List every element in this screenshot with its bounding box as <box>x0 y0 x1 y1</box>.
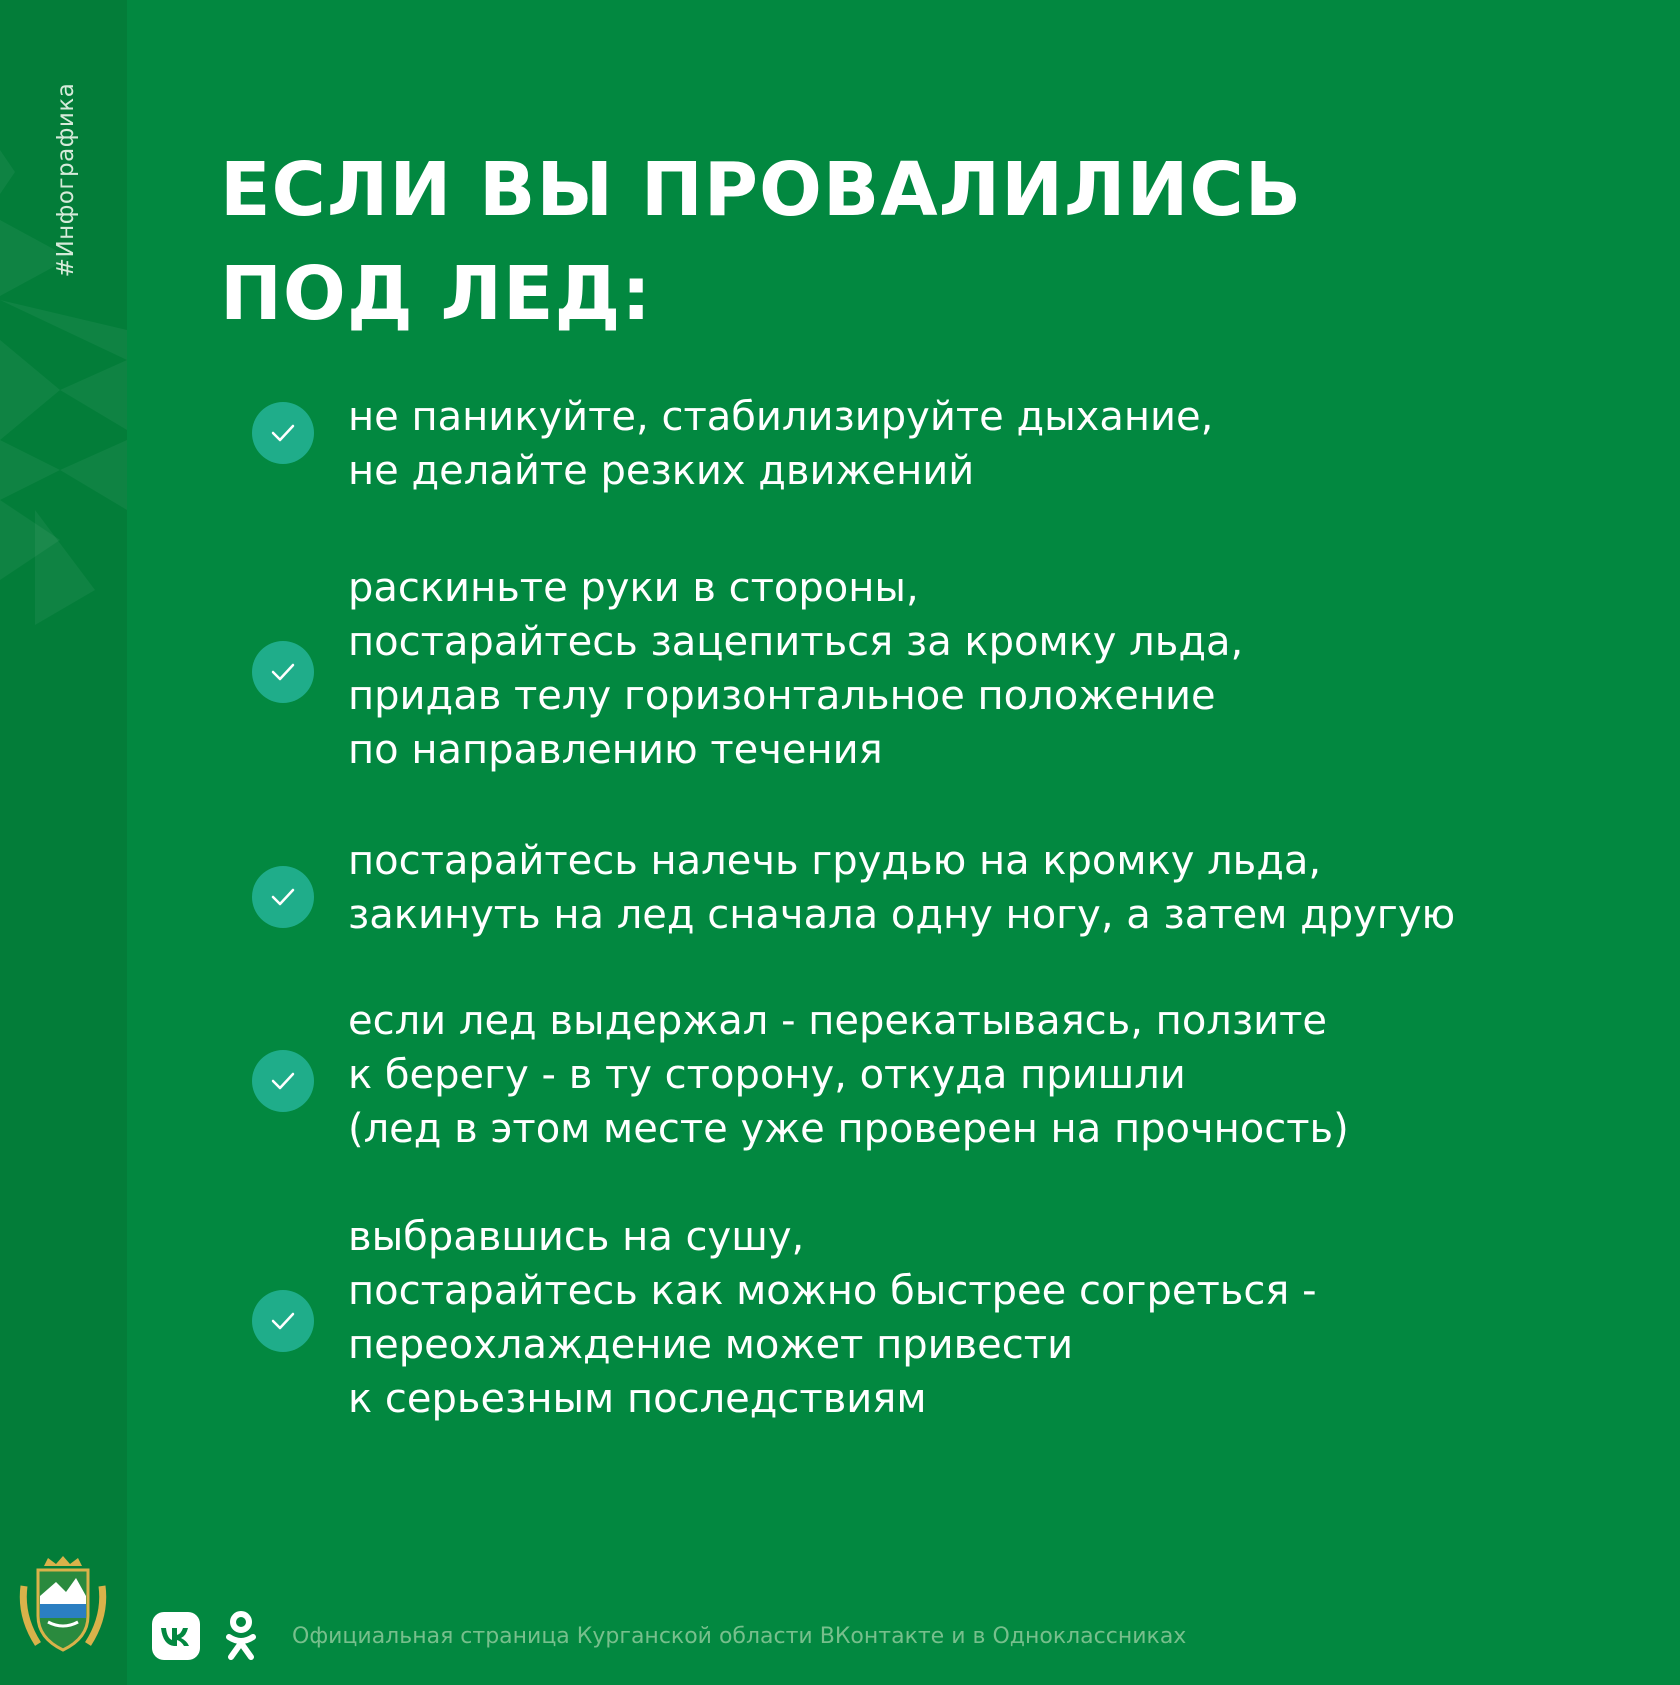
check-circle-icon <box>252 641 314 703</box>
vk-icon[interactable] <box>152 1612 200 1660</box>
footer-text: Официальная страница Курганской области ВКонтакте и в Одноклассниках <box>292 1624 1187 1649</box>
list-item-text: выбравшись на сушу, постарайтесь как можно быстрее согреться - переохлаждение может привести к серьезным последствиям <box>348 1214 1317 1422</box>
odnoklassniki-icon[interactable] <box>224 1610 258 1662</box>
list-item-text: постарайтесь налечь грудью на кромку льда, закинуть на лед сначала одну ногу, а затем другую <box>348 838 1456 938</box>
hashtag-label: #Инфографика <box>53 82 79 278</box>
title-line-2: ПОД ЛЕД: <box>220 251 653 337</box>
check-circle-icon <box>252 866 314 928</box>
sidebar <box>0 0 127 1685</box>
list-item-text: не паникуйте, стабилизируйте дыхание, не делайте резких движений <box>348 394 1214 494</box>
check-circle-icon <box>252 1050 314 1112</box>
page-title <box>220 138 1302 346</box>
check-circle-icon <box>252 402 314 464</box>
list-item-text: раскиньте руки в стороны, постарайтесь зацепиться за кромку льда, придав телу горизонтальное положение по направлению течения <box>348 565 1244 773</box>
check-circle-icon <box>252 1290 314 1352</box>
coat-of-arms-icon <box>18 1556 108 1656</box>
title-line-1: ЕСЛИ ВЫ ПРОВАЛИЛИСЬ <box>220 147 1303 233</box>
list-item-text: если лед выдержал - перекатываясь, ползите к берегу - в ту сторону, откуда пришли (лед в этом месте уже проверен на прочность) <box>348 998 1349 1152</box>
